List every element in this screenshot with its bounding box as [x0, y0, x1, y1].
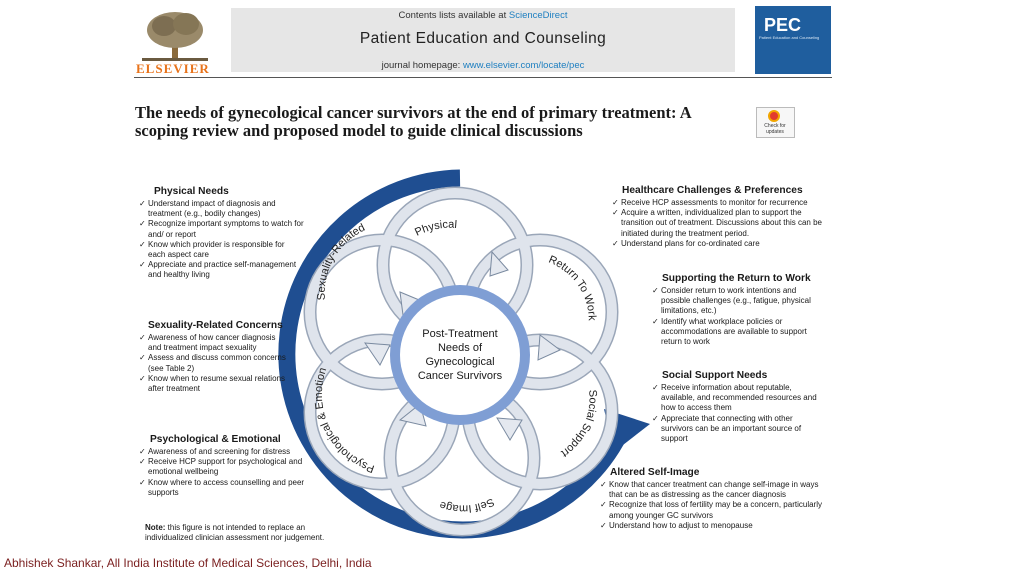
altered-self-image-heading: Altered Self-Image	[610, 467, 700, 478]
psychological-block	[139, 434, 314, 498]
outer-arrow-label: Healthcare Preferences	[519, 169, 637, 278]
list-item: ✓ Understand how to adjust to menopause	[600, 521, 830, 531]
psychological-heading: Psychological & Emotional	[150, 434, 281, 445]
list-item: ✓ Recognize that loss of fertility may be a concern, particularly among younger GC survivors	[600, 500, 830, 520]
note-label: Note:	[145, 523, 166, 532]
contents-line	[231, 10, 735, 21]
physical-needs-block	[139, 186, 304, 281]
physical-needs-heading: Physical Needs	[154, 186, 229, 197]
cover-title: PEC	[764, 15, 802, 35]
petal-label-physical: Physical	[413, 218, 458, 239]
return-to-work-list	[652, 286, 822, 347]
figure-note	[145, 523, 355, 543]
sexuality-concerns-list	[139, 333, 289, 394]
list-item: ✓ Know where to access counselling and peer supports	[139, 478, 314, 498]
healthcare-challenges-heading: Healthcare Challenges & Preferences	[622, 185, 803, 196]
sexuality-concerns-block	[139, 320, 289, 394]
sexuality-concerns-heading: Sexuality-Related Concerns	[148, 320, 283, 331]
contents-prefix: Contents lists available at	[398, 10, 509, 21]
petal-label-self-image: Self Image	[438, 495, 496, 515]
list-item: ✓ Consider return to work intentions and possible challenges (e.g., fatigue, physical limitations, etc.)	[652, 286, 822, 317]
list-item: ✓ Awareness of how cancer diagnosis and treatment impact sexuality	[139, 333, 289, 353]
center-circle	[390, 285, 530, 425]
center-label-line-2: Needs of	[437, 342, 483, 354]
update-badge-label: Check for updates	[764, 123, 786, 135]
cover-subtitle: Patient Education and Counseling	[759, 35, 820, 40]
list-item: ✓ Understand plans for co-ordinated care	[612, 239, 822, 249]
list-item: ✓ Recognize important symptoms to watch for and/ or report	[139, 219, 304, 239]
homepage-line	[231, 60, 735, 71]
sciencedirect-link[interactable]: ScienceDirect	[508, 10, 568, 21]
update-check-icon	[768, 110, 780, 122]
petal-label-psychological: Psychological & Emotion	[312, 366, 377, 475]
publisher-name: ELSEVIER	[136, 61, 210, 76]
petal-label-return-to-work: Return To Work	[546, 253, 598, 321]
list-item: ✓ Know that cancer treatment can change self-image in ways that can be as distressing as the cancer diagnosis	[600, 480, 830, 500]
petal-label-sexuality: Sexuality-Related	[315, 221, 367, 301]
list-item: ✓ Awareness of and screening for distress	[139, 447, 314, 457]
list-item: ✓ Know which provider is responsible for each aspect care	[139, 240, 304, 260]
petal-label-social-support: Social Support	[558, 389, 599, 460]
list-item: ✓ Appreciate and practice self-management and healthy living	[139, 260, 304, 280]
psychological-list	[139, 447, 314, 498]
note-text: this figure is not intended to replace an individualized clinician assessment nor judgement.	[145, 523, 325, 542]
homepage-prefix: journal homepage:	[381, 60, 463, 71]
list-item: ✓ Appreciate that connecting with other survivors can be an important source of support	[652, 414, 822, 445]
journal-title: Patient Education and Counseling	[359, 30, 607, 47]
social-support-heading: Social Support Needs	[662, 370, 768, 381]
physical-needs-list	[139, 199, 304, 281]
paper-title: The needs of gynecological cancer survivors at the end of primary treatment: A scoping review and proposed model to guide clinical discussions	[135, 103, 691, 140]
return-to-work-block	[652, 273, 822, 347]
social-support-list	[652, 383, 822, 444]
center-label-line-4: Cancer Survivors	[417, 370, 503, 382]
list-item: ✓ Receive information about reputable, available, and recommended resources and how to access them	[652, 383, 822, 414]
healthcare-challenges-block	[612, 185, 822, 249]
altered-self-image-list	[600, 480, 830, 531]
list-item: ✓ Acquire a written, individualized plan to support the transition out of treatment. Discussions about this can be initiated during the treatment period.	[612, 208, 822, 239]
header-rule	[134, 77, 832, 78]
healthcare-challenges-list	[612, 198, 822, 249]
author-credit: Abhishek Shankar, All India Institute of Medical Sciences, Delhi, India	[4, 556, 372, 570]
return-to-work-heading: Supporting the Return to Work	[662, 273, 811, 284]
list-item: ✓ Understand impact of diagnosis and treatment (e.g., bodily changes)	[139, 199, 304, 219]
list-item: ✓ Assess and discuss common concerns (see Table 2)	[139, 353, 289, 373]
homepage-link[interactable]: www.elsevier.com/locate/pec	[462, 60, 585, 71]
list-item: ✓ Know when to resume sexual relations after treatment	[139, 374, 289, 394]
center-label-line-1: Post-Treatment	[422, 328, 498, 340]
list-item: ✓ Identify what workplace policies or accommodations are available to support return to work	[652, 317, 822, 348]
social-support-block	[652, 370, 822, 444]
altered-self-image-block	[600, 467, 830, 531]
center-label-line-3: Gynecological	[425, 356, 495, 368]
list-item: ✓ Receive HCP support for psychological and emotional wellbeing	[139, 457, 314, 477]
list-item: ✓ Receive HCP assessments to monitor for recurrence	[612, 198, 822, 208]
